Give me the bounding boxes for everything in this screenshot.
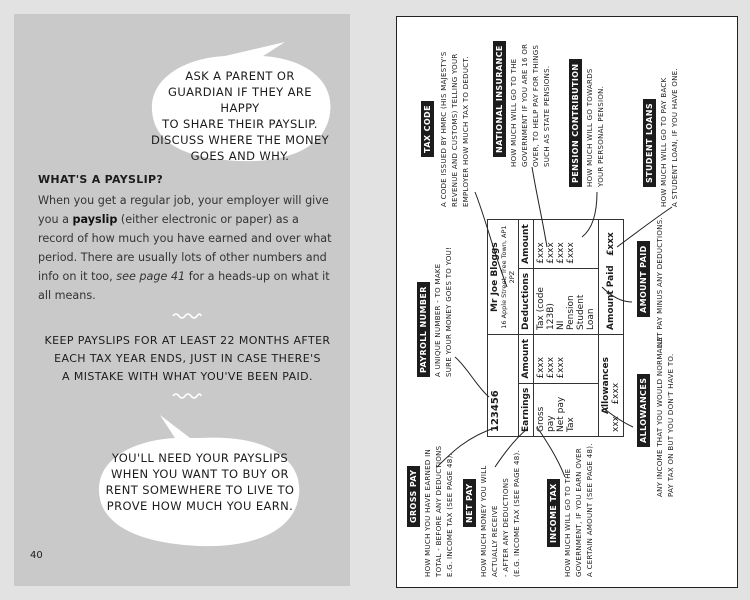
arrow-payroll [455,357,489,397]
rotated-diagram [397,17,737,587]
net-pay-label: NET PAY [463,479,476,527]
net-pay-desc: HOW MUCH MONEY YOU WILL ACTUALLY RECEIVE - AFTER ANY DEDUCTIONS (E.G. INCOME TAX (SEE PAGE 48). [480,449,521,577]
page-number: 40 [30,550,43,561]
student-loans-desc: HOW MUCH WILL GO TO PAY BACK A STUDENT LOAN, IF YOU HAVE ONE. [660,67,679,207]
bubble-bottom-text: YOU'LL NEED YOUR PAYSLIPS WHEN YOU WANT TO BUY OR RENT SOMEWHERE TO LIVE TO PROVE HOW MUCH YOU EARN. [105,451,295,513]
income-tax-desc: HOW MUCH WILL GO TO THE GOVERNMENT, IF YOU EARN OVER A CERTAIN AMOUNT (SEE PAGE 48). [564,443,594,577]
section-heading: WHAT'S A PAYSLIP? [38,173,164,186]
gross-pay-desc: HOW MUCH YOU HAVE EARNED IN TOTAL - BEFORE ANY DEDUCTIONS E.G. INCOME TAX (SEE PAGE 48). [424,445,454,577]
earnings-header: Earnings [519,383,534,436]
student-loans-label: STUDENT LOANS [643,99,656,187]
employee-cell: Mr Joe Bloggs 16 Apple Street, Tree Town, AP1 2PZ [488,220,519,335]
intro-paragraph: When you get a regular job, your employer will give you a payslip (either electronic or paper) as a record of how much you have earned and over what period. There are usually lots of other numbers and info on it too, see page 41 for a heads-up on what it all means. [38,194,332,302]
right-page [396,16,738,588]
pension-label: PENSION CONTRIBUTION [569,59,582,187]
arrow-tax-code [475,192,507,287]
deductions-amounts: £xxx £xxx £xxx £xxx [534,220,599,269]
squiggle-divider-top [172,312,202,320]
allowances-label: ALLOWANCES [637,374,650,447]
arrow-ni [532,167,547,247]
arrow-allowances [602,407,633,427]
deductions-row: Tax (code 123B) NI Pension Student Loan [534,268,599,334]
arrow-amount-paid [602,287,632,302]
callout-arrows [397,17,737,587]
earnings-row: Gross pay Net pay Tax [534,383,599,436]
tax-code-desc: A CODE ISSUED BY HMRC (HIS MAJESTY'S REVENUE AND CUSTOMS) TELLING YOUR EMPLOYER HOW MUCH TAX TO DEDUCT. [440,51,470,207]
arrow-student-loans [617,207,672,247]
payroll-number-cell: 123456 [488,334,519,436]
tax-code-label: TAX CODE [421,101,434,157]
income-tax-label: INCOME TAX [547,479,560,547]
gross-pay-label: GROSS PAY [407,466,420,527]
arrow-net-pay [495,429,527,467]
payroll-number-label: PAYROLL NUMBER [417,282,430,377]
arrow-income-tax [537,427,565,477]
payroll-number-desc: A UNIQUE NUMBER - TO MAKE SURE YOUR MONEY GOES TO YOU! [434,246,453,377]
allowances-cell: Allowances xxx £xxx [599,334,624,436]
earnings-amounts: £xxx £xxx £xxx [534,334,599,383]
deductions-amount-header: Amount [519,220,534,269]
squiggle-divider-bottom [172,392,202,400]
arrow-gross-pay [437,427,497,467]
deductions-header: Deductions [519,268,534,334]
amount-paid-label: AMOUNT PAID [637,241,650,317]
amount-paid-desc: NET PAY MINUS ANY DEDUCTIONS. [656,216,664,347]
bubble-top-text: ASK A PARENT OR GUARDIAN IF THEY ARE HAPPY TO SHARE THEIR PAYSLIP. DISCUSS WHERE THE MONEY GOES AND WHY. [150,69,330,163]
earnings-amount-header: Amount [519,334,534,383]
arrow-pension [582,192,597,237]
allowances-desc: ANY INCOME THAT YOU WOULD NORMALLY PAY TAX ON BUT YOU DON'T HAVE TO. [656,336,675,497]
national-insurance-label: NATIONAL INSURANCE [493,41,506,157]
pension-desc: HOW MUCH WILL GO TOWARDS YOUR PERSONAL PENSION. [586,68,605,187]
amount-paid-cell: Amount Paid £xxx [599,220,624,335]
callout-text: KEEP PAYSLIPS FOR AT LEAST 22 MONTHS AFTER EACH TAX YEAR ENDS, JUST IN CASE THERE'S A MISTAKE WITH WHAT YOU'VE BEEN PAID. [44,334,331,383]
national-insurance-desc: HOW MUCH WILL GO TO THE GOVERNMENT IF YOU ARE 16 OR OVER, TO HELP PAY FOR THINGS SUCH AS STATE PENSIONS. [510,43,551,167]
